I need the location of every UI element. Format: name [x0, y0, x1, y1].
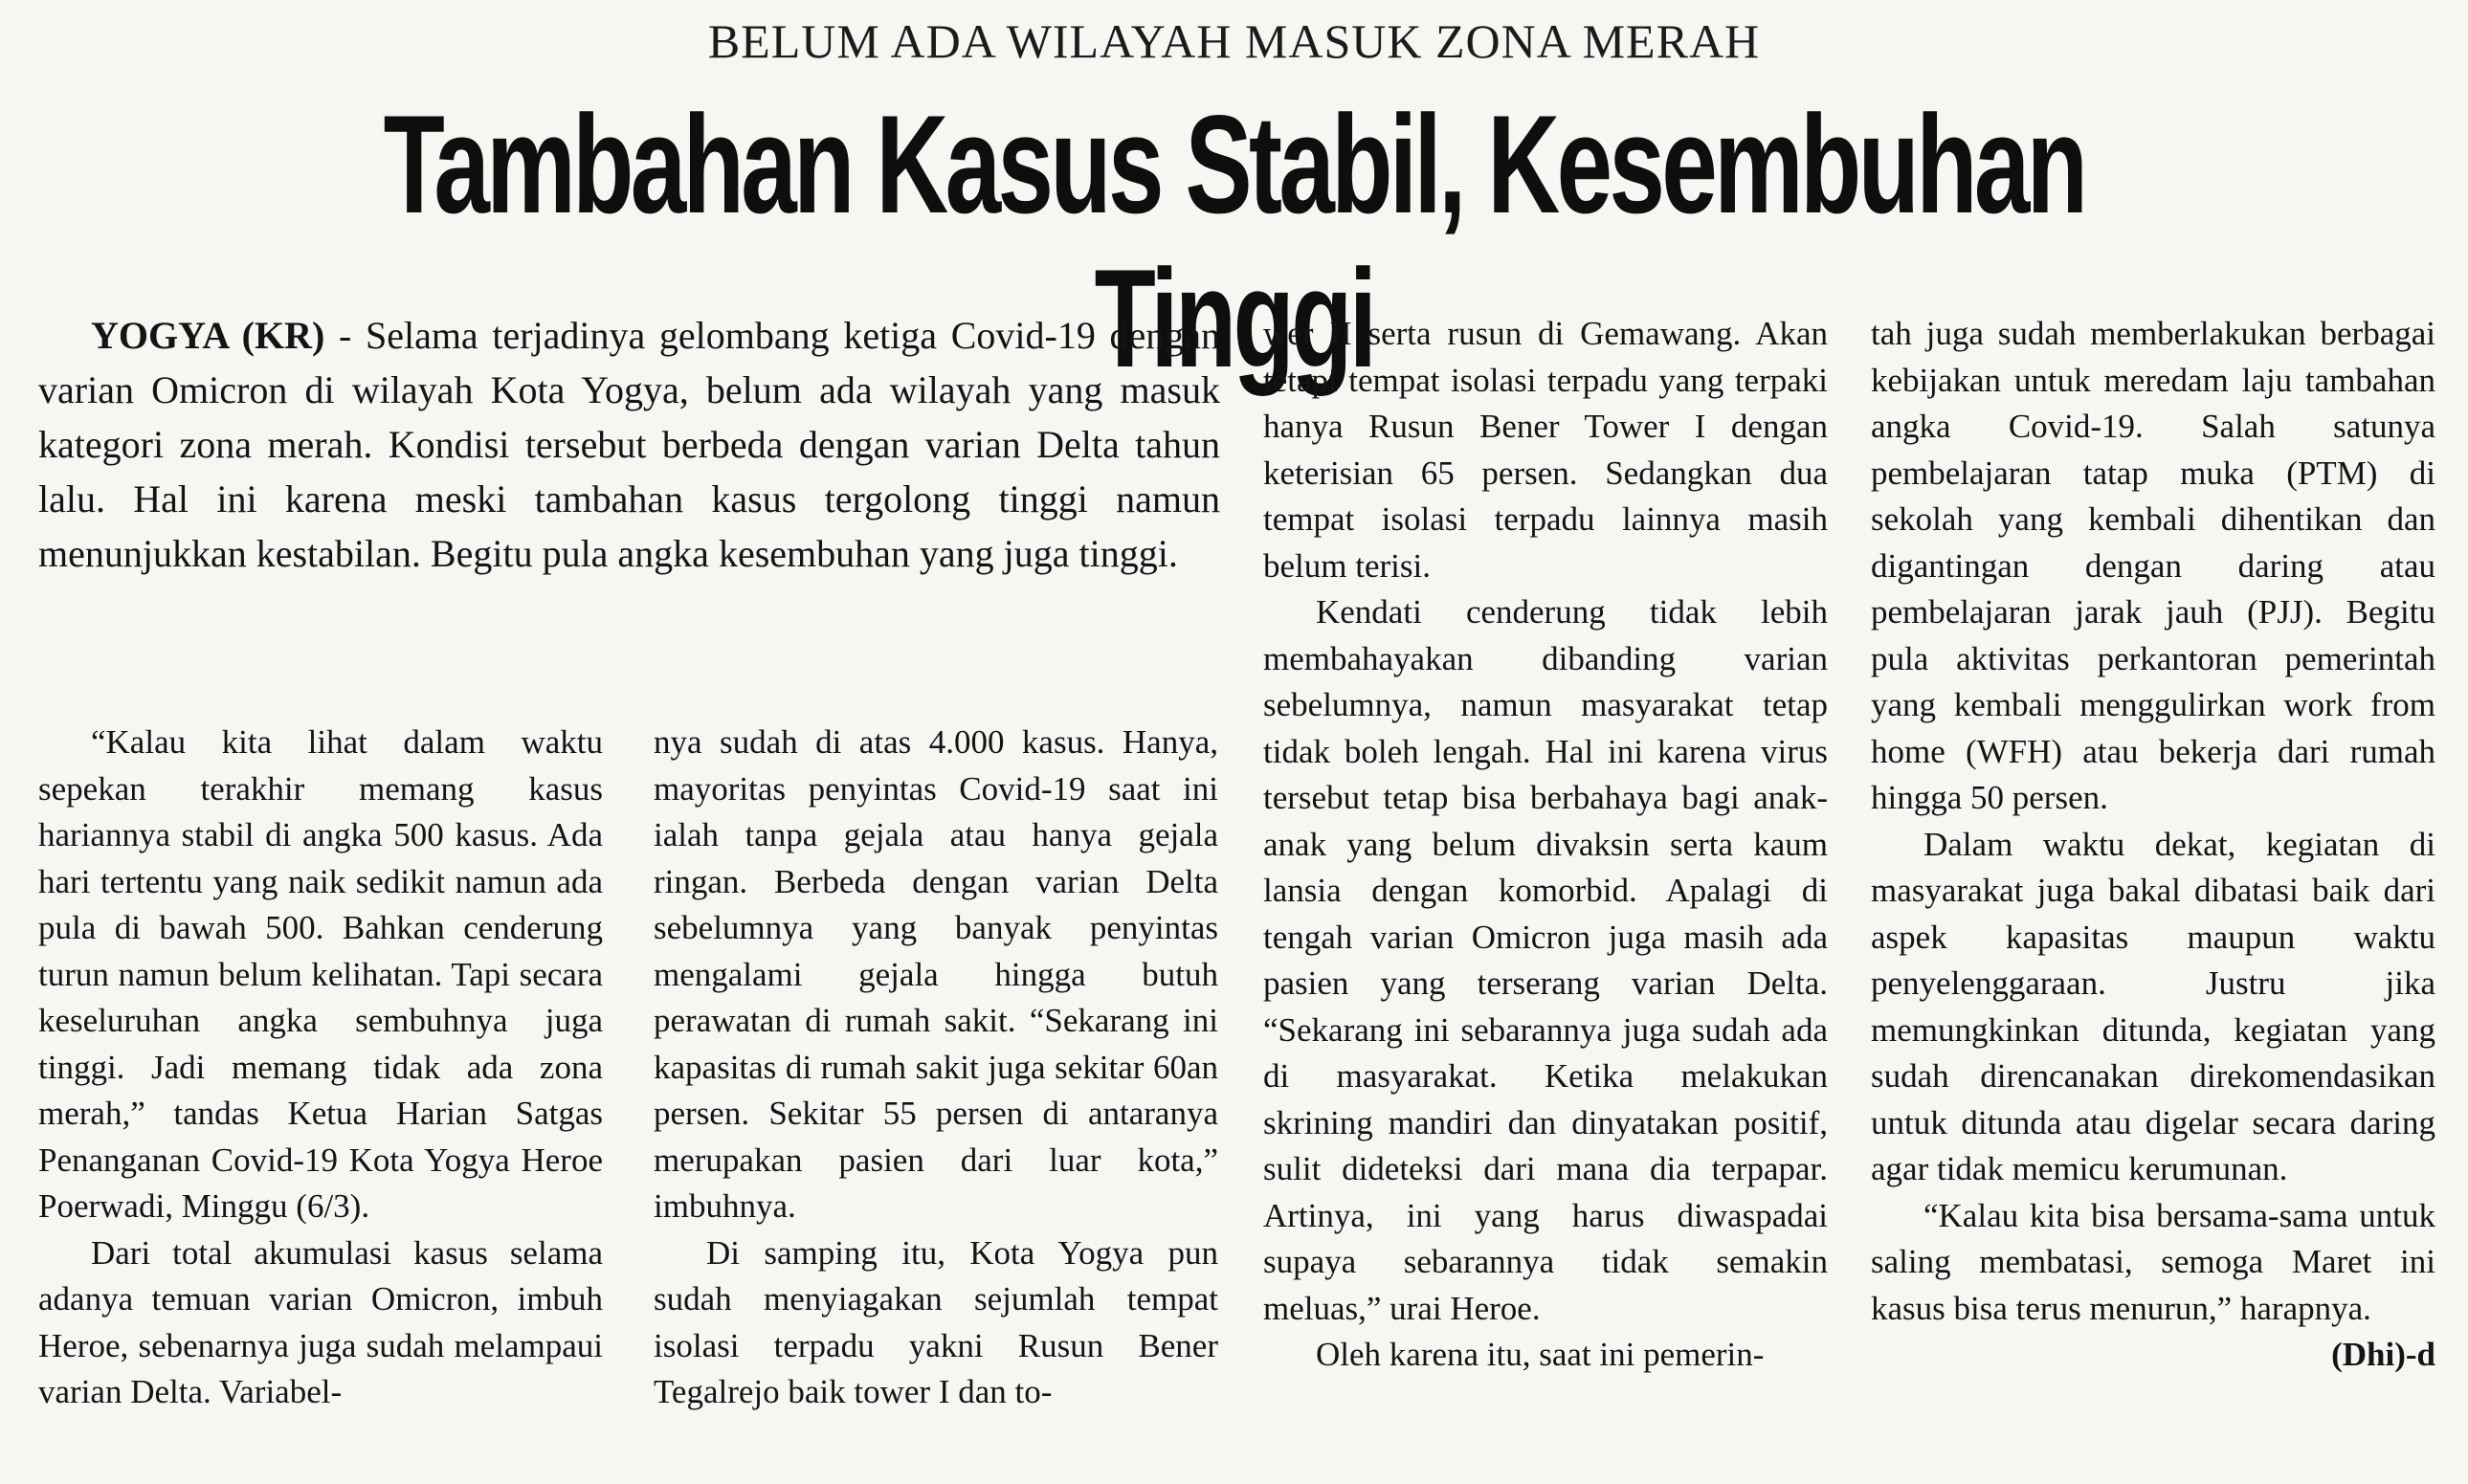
- paragraph: nya sudah di atas 4.000 kasus. Hanya, mayoritas penyintas Covid-19 saat ini ialah tanpa gejala atau hanya gejala ringan. Berbeda dengan varian Delta sebelumnya yang banyak penyintas mengalami gejala hingga butuh perawatan di rumah sakit. “Sekarang ini kapasitas di rumah sakit juga sekitar 60an persen. Sekitar 55 persen di antaranya merupakan pasien dari luar kota,” imbuhnya.: [654, 723, 1218, 1225]
- column-1: [38, 720, 603, 1466]
- article-headline: Tambahan Kasus Stabil, Kesembuhan Tinggi: [383, 86, 2085, 396]
- column-2: [654, 720, 1218, 1466]
- closing-quote: “Kalau kita bisa bersama-sama untuk saling membatasi, semoga Maret ini kasus bisa terus menurun,” harapnya.: [1871, 1196, 2435, 1327]
- dateline: YOGYA (KR): [91, 314, 325, 357]
- paragraph: Dalam waktu dekat, kegiatan di masyarakat juga bakal dibatasi baik dari aspek kapasitas maupun waktu penyelenggaraan. Justru jika memungkinkan ditunda, kegiatan yang sudah direncanakan direkomendasikan untuk ditunda atau digelar secara daring agar tidak memicu kerumunan.: [1871, 825, 2435, 1187]
- column-4: [1871, 311, 2435, 1464]
- paragraph: wer II serta rusun di Gemawang. Akan tetapi tempat isolasi terpadu yang terpaki hanya Rusun Bener Tower I dengan keterisian 65 persen. Sedangkan dua tempat isolasi terpadu lainnya masih belum terisi.: [1263, 315, 1828, 585]
- paragraph: Kendati cenderung tidak lebih membahayakan dibanding varian sebelumnya, namun masyarakat tetap tidak boleh lengah. Hal ini karena virus tersebut tetap bisa berbahaya bagi anak-anak yang belum divaksin serta kaum lansia dengan komorbid. Apalagi di tengah varian Omicron juga masih ada pasien yang terserang varian Delta. “Sekarang ini sebarannya juga sudah ada di masyarakat. Ketika melakukan skrining mandiri dan dinyatakan positif, sulit dideteksi dari mana dia terpapar. Artinya, ini yang harus diwaspadai supaya sebarannya tidak semakin meluas,” urai Heroe.: [1263, 593, 1828, 1327]
- column-3: [1263, 311, 1828, 1464]
- paragraph: [1871, 1193, 2435, 1373]
- paragraph: tah juga sudah memberlakukan berbagai kebijakan untuk meredam laju tambahan angka Covid-19. Salah satunya pembelajaran tatap muka (PTM) di sekolah yang kembali dihentikan dan digantingan dengan daring atau pembelajaran jarak jauh (PJJ). Begitu pula aktivitas perkantoran pemerintah yang kembali menggulirkan work from home (WFH) atau bekerja dari rumah hingga 50 persen.: [1871, 315, 2435, 816]
- paragraph: “Kalau kita lihat dalam waktu sepekan terakhir memang kasus hariannya stabil di angka 500 kasus. Ada hari tertentu yang naik sedikit namun ada pula di bawah 500. Bahkan cenderung turun namun belum kelihatan. Tapi secara keseluruhan angka sembuhnya juga tinggi. Jadi memang tidak ada zona merah,” tandas Ketua Harian Satgas Penanganan Covid-19 Kota Yogya Heroe Poerwadi, Minggu (6/3).: [38, 723, 603, 1225]
- paragraph: Di samping itu, Kota Yogya pun sudah menyiagakan sejumlah tempat isolasi terpadu yakni Rusun Bener Tegalrejo baik tower I dan to-: [654, 1233, 1218, 1410]
- paragraph: Dari total akumulasi kasus selama adanya temuan varian Omicron, imbuh Heroe, sebenarnya juga sudah melampaui varian Delta. Variabel-: [38, 1233, 603, 1410]
- paragraph: Oleh karena itu, saat ini pemerin-: [1316, 1336, 1765, 1373]
- author-signature: (Dhi)-d: [2331, 1336, 2435, 1373]
- article-lead: [38, 308, 1220, 700]
- lead-text: - Selama terjadinya gelombang ketiga Covid-19 dengan varian Omicron di wilayah Kota Yogya, belum ada wilayah yang masuk kategori zona merah. Kondisi tersebut berbeda dengan varian Delta tahun lalu. Hal ini karena meski tambahan kasus tergolong tinggi namun menunjukkan kestabilan. Begitu pula angka kesembuhan yang juga tinggi.: [38, 314, 1220, 575]
- article-kicker: BELUM ADA WILAYAH MASUK ZONA MERAH: [707, 14, 1761, 68]
